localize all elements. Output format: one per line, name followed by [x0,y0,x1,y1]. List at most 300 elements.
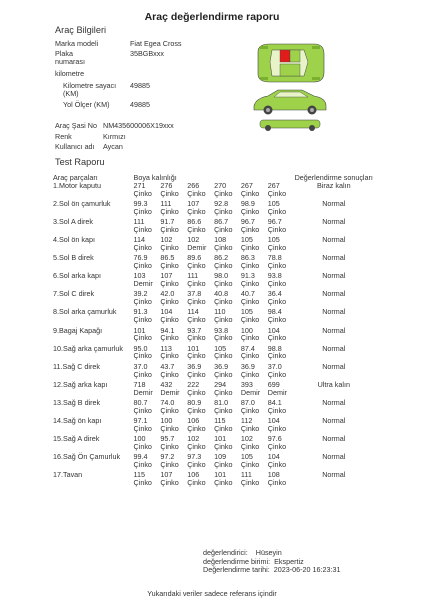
reading-material: Çinko [160,279,179,289]
reading-material: Çinko [214,188,233,198]
paint-reading [214,236,241,254]
evaluation-result: Normal [322,271,346,281]
reading-material: Demir [267,387,287,397]
table-row [53,363,373,381]
paint-reading [160,471,187,489]
paint-reading [134,236,161,254]
reading-material: Çinko [187,441,206,451]
reading-material: Çinko [214,333,233,343]
paint-reading [241,182,268,200]
table-row [53,308,373,326]
reading-material: Çinko [187,206,206,216]
paint-reading [134,363,161,381]
reading-value: 111 [160,198,172,208]
reading-value: 114 [187,307,199,317]
reading-value: 93.7 [187,325,202,335]
paint-reading [241,327,268,345]
reading-material: Demir [187,242,207,252]
reading-value: 432 [160,379,173,389]
reading-value: 115 [133,470,146,480]
reading-material: Çinko [133,441,152,451]
evaluation-result: Normal [322,325,346,335]
paint-reading [241,218,268,236]
reading-value: 93.8 [267,271,282,281]
reading-value: 114 [133,235,146,245]
reading-material: Çinko [160,224,179,234]
reading-material: Çinko [214,369,233,379]
paint-reading [214,200,241,218]
reading-material: Çinko [240,351,260,361]
info-row-color: Renk Kırmızı [55,132,126,141]
reading-material: Çinko [133,206,152,216]
reading-material: Çinko [187,369,206,379]
reading-material: Çinko [133,369,152,379]
paint-reading [187,345,214,363]
reading-value: 271 [133,180,146,190]
part-name: 11.Sağ C direk [53,361,101,371]
paint-reading [160,200,187,218]
reading-value: 276 [160,180,173,190]
reading-value: 43.7 [160,361,175,371]
paint-reading [134,327,161,345]
paint-reading [187,290,214,308]
paint-reading [268,435,295,453]
paint-reading [214,327,241,345]
reading-material: Demir [240,387,261,397]
reading-value: 108 [214,235,227,245]
reading-material: Çinko [133,351,152,361]
paint-reading [241,435,268,453]
evaluation-result: Normal [322,235,346,245]
reading-value: 266 [187,180,200,190]
part-name: 17.Tavan [53,470,83,480]
paint-reading [268,471,295,489]
reading-material: Çinko [214,478,233,488]
reading-value: 97.1 [133,416,148,426]
reading-value: 101 [187,343,200,353]
paint-reading [187,236,214,254]
reading-material: Çinko [267,315,287,325]
reading-material: Çinko [240,260,260,270]
paint-reading [214,417,241,435]
paint-reading [214,182,241,200]
reading-material: Çinko [160,188,179,198]
paint-reading [134,182,161,200]
reading-value: 40.7 [240,289,255,299]
evaluation-result: Normal [322,452,346,462]
paint-reading [134,381,161,399]
reading-material: Çinko [214,206,233,216]
paint-reading [241,363,268,381]
reading-value: 105 [240,307,253,317]
paint-reading [268,399,295,417]
reading-material: Çinko [214,441,233,451]
paint-reading [187,218,214,236]
paint-reading [134,471,161,489]
evaluation-result: Normal [322,198,346,208]
reading-material: Çinko [214,315,233,325]
reading-material: Çinko [187,297,206,307]
evaluation-result: Biraz kalın [317,180,351,190]
reading-material: Çinko [214,260,233,270]
part-name: 10.Sağ arka çamurluk [53,343,123,353]
reading-value: 112 [240,416,253,426]
reading-material: Çinko [187,387,206,397]
info-row-model: Marka modeli Fiat Egea Cross [55,39,182,48]
reading-value: 91.7 [160,216,175,226]
reading-value: 104 [160,307,173,317]
reading-value: 104 [267,416,280,426]
paint-reading [187,417,214,435]
reading-material: Çinko [187,333,206,343]
reading-value: 102 [187,235,200,245]
reading-value: 98.0 [214,271,229,281]
reading-material: Çinko [240,188,260,198]
reading-value: 91.3 [133,307,148,317]
paint-reading [214,272,241,290]
reading-material: Demir [133,387,153,397]
car-side-view [254,90,326,115]
reading-material: Çinko [240,279,260,289]
part-name: 3.Sol A direk [53,216,93,226]
paint-reading [134,308,161,326]
reading-value: 109 [214,452,227,462]
paint-reading [187,182,214,200]
reading-material: Demir [160,387,180,397]
reading-material: Çinko [187,351,206,361]
reading-material: Çinko [160,369,179,379]
paint-reading [214,254,241,272]
reading-material: Çinko [267,279,287,289]
paint-reading [241,471,268,489]
paint-reading [134,200,161,218]
paint-reading [214,290,241,308]
part-name: 9.Bagaj Kapağı [53,325,103,335]
paint-reading [160,417,187,435]
paint-reading [268,200,295,218]
reading-value: 113 [160,343,172,353]
paint-reading [134,435,161,453]
reading-material: Çinko [160,260,179,270]
reading-material: Çinko [187,460,206,469]
paint-reading [187,399,214,417]
paint-reading [160,435,187,453]
reading-material: Çinko [133,460,152,469]
table-row [53,272,373,290]
paint-reading [268,272,295,290]
paint-reading [241,290,268,308]
reading-material: Çinko [240,405,260,415]
reading-material: Çinko [133,315,152,325]
reading-value: 36.9 [214,361,229,371]
paint-reading [134,218,161,236]
reading-material: Çinko [187,478,206,488]
reading-value: 99.3 [133,198,148,208]
reading-material: Çinko [214,279,233,289]
reading-material: Çinko [133,242,152,252]
col-header-result: Değerlendirme sonuçları [294,173,373,182]
paint-reading [187,254,214,272]
reading-material: Çinko [240,315,260,325]
reading-material: Çinko [187,423,206,433]
reading-material: Çinko [160,478,179,488]
reading-value: 105 [267,198,280,208]
reading-value: 76.9 [133,253,148,263]
evaluation-result: Normal [322,397,346,407]
info-row-tripmeter: Yol Ölçer (KM) 49885 [63,100,150,109]
reading-value: 98.9 [240,198,255,208]
evaluator-footer [203,549,340,575]
reading-material: Çinko [267,297,287,307]
reading-value: 93.8 [214,325,229,335]
part-name: 8.Sol arka çamurluk [53,307,117,317]
paint-reading [214,218,241,236]
reading-material: Çinko [160,405,179,415]
reading-material: Çinko [240,460,260,469]
reading-value: 105 [240,235,253,245]
paint-reading [241,381,268,399]
part-name: 14.Sağ ön kapı [53,416,102,426]
reading-value: 267 [267,180,280,190]
reading-material: Çinko [214,405,233,415]
reading-value: 95.7 [160,434,175,444]
reading-material: Çinko [160,351,179,361]
evaluation-result: Normal [322,470,346,480]
reading-material: Çinko [187,279,206,289]
reading-material: Çinko [160,441,179,451]
reading-value: 80.9 [187,397,202,407]
reading-value: 107 [187,198,200,208]
paint-reading [160,218,187,236]
paint-reading [134,254,161,272]
part-name: 15.Sağ A direk [53,434,100,444]
reading-value: 110 [214,307,226,317]
footer-date: Değerlendirme tarihi: 2023-06-20 16:23:31 [203,565,341,575]
paint-reading [187,453,214,471]
reading-value: 100 [240,325,253,335]
reading-value: 106 [187,416,200,426]
reading-value: 86.5 [160,253,175,263]
info-row-km-heading: kilometre [55,69,85,78]
reading-value: 92.8 [214,198,229,208]
evaluation-result: Normal [322,289,346,299]
info-row-plate: Plaka numarası 35BGBxxx [55,49,164,66]
reading-material: Çinko [133,297,152,307]
reading-value: 97.6 [267,434,282,444]
table-row [53,381,373,399]
table-row [53,182,373,200]
evaluation-result: Normal [322,253,346,263]
evaluation-result: Normal [322,343,346,353]
reading-material: Çinko [240,333,260,343]
part-name: 12.Sağ arka kapı [53,379,108,389]
reading-value: 97.3 [187,452,202,462]
reading-value: 96.7 [240,216,255,226]
reading-value: 105 [214,343,227,353]
reading-value: 106 [187,470,200,480]
info-row-odometer: Kilometre sayacı (KM) 49885 [63,81,150,98]
reading-value: 101 [133,325,146,335]
paint-reading [268,308,295,326]
paint-reading [160,381,187,399]
reading-material: Çinko [160,333,179,343]
paint-reading [214,363,241,381]
reading-value: 104 [267,452,280,462]
table-row [53,399,373,417]
paint-reading [160,290,187,308]
paint-reading [268,182,295,200]
paint-reading [268,327,295,345]
paint-reading [214,399,241,417]
part-name: 7.Sol C direk [53,289,95,299]
paint-thickness-table [53,174,373,489]
paint-reading [268,345,295,363]
table-row [53,290,373,308]
paint-reading [187,272,214,290]
reading-value: 105 [240,452,253,462]
reading-material: Çinko [160,423,179,433]
reading-value: 36.9 [240,361,255,371]
paint-reading [187,363,214,381]
reading-value: 40.8 [214,289,229,299]
paint-reading [268,218,295,236]
reading-material: Çinko [214,423,233,433]
evaluation-result: Normal [322,216,346,226]
reading-material: Çinko [240,478,260,488]
paint-reading [134,290,161,308]
car-bottom-view [260,120,320,131]
reading-material: Çinko [187,405,206,415]
reading-material: Çinko [240,242,260,252]
reading-value: 108 [267,470,280,480]
reading-value: 37.0 [267,361,282,371]
reading-material: Çinko [267,188,287,198]
col-header-paint: Boya kalınlığı [133,173,177,182]
paint-reading [214,453,241,471]
paint-reading [160,345,187,363]
reading-value: 100 [133,434,146,444]
paint-reading [187,381,214,399]
table-row [53,236,373,254]
reading-value: 111 [133,216,145,226]
reading-value: 270 [214,180,227,190]
paint-reading [241,254,268,272]
reading-material: Çinko [187,224,206,234]
reading-material: Çinko [160,242,179,252]
reading-material: Çinko [240,369,260,379]
part-name: 4.Sol ön kapı [53,235,95,245]
paint-reading [241,453,268,471]
table-row [53,200,373,218]
reading-material: Çinko [267,405,287,415]
reading-material: Çinko [214,351,233,361]
reading-value: 78.8 [267,253,282,263]
reading-material: Çinko [187,315,206,325]
reading-material: Çinko [160,297,179,307]
reading-material: Çinko [187,260,206,270]
reading-value: 81.0 [214,397,229,407]
reading-material: Çinko [267,460,287,469]
paint-reading [160,236,187,254]
paint-reading [214,435,241,453]
paint-reading [241,272,268,290]
reading-material: Çinko [214,242,233,252]
reading-value: 86.6 [187,216,202,226]
table-row [53,471,373,489]
paint-reading [268,236,295,254]
reading-value: 102 [160,235,173,245]
reading-value: 111 [240,470,252,480]
part-name: 16.Sağ Ön Çamurluk [53,452,121,462]
reading-value: 86.3 [240,253,255,263]
reading-material: Çinko [267,260,287,270]
paint-reading [187,435,214,453]
col-header-part: Araç parçaları [53,173,98,182]
reading-value: 91.3 [240,271,255,281]
paint-reading [241,308,268,326]
reading-value: 99.4 [133,452,148,462]
part-name: 2.Sol ön çamurluk [53,198,111,208]
reading-material: Çinko [160,206,179,216]
reading-value: 100 [160,416,173,426]
paint-reading [214,308,241,326]
reading-value: 98.8 [267,343,282,353]
evaluation-result: Normal [322,307,346,317]
paint-reading [214,345,241,363]
paint-reading [160,182,187,200]
part-name: 6.Sol arka kapı [53,271,101,281]
reading-value: 115 [214,416,226,426]
reading-value: 102 [187,434,200,444]
table-row [53,453,373,471]
part-name: 1.Motor kaputu [53,180,101,190]
paint-reading [134,453,161,471]
paint-reading [160,327,187,345]
reading-material: Çinko [267,242,287,252]
paint-reading [241,236,268,254]
reading-value: 94.1 [160,325,175,335]
paint-reading [187,327,214,345]
reading-value: 87.4 [240,343,255,353]
reading-value: 80.7 [133,397,148,407]
paint-reading [214,381,241,399]
reading-material: Çinko [214,224,233,234]
reading-material: Çinko [267,351,287,361]
evaluation-result: Normal [322,416,346,426]
disclaimer-text: Yukarıdaki veriler sadece referans içindir [147,589,277,598]
reading-value: 37.8 [187,289,202,299]
table-row [53,417,373,435]
reading-value: 105 [267,235,280,245]
reading-value: 74.0 [160,397,175,407]
reading-material: Çinko [240,224,260,234]
reading-material: Çinko [133,423,152,433]
report-title: Araç değerlendirme raporu [144,11,280,23]
reading-material: Çinko [267,478,287,488]
part-name: 5.Sol B direk [53,253,94,263]
reading-value: 97.2 [160,452,175,462]
reading-value: 39.2 [133,289,148,299]
reading-value: 111 [187,271,199,281]
reading-material: Çinko [133,333,152,343]
reading-material: Demir [133,279,153,289]
reading-value: 393 [240,379,253,389]
reading-value: 36.9 [187,361,202,371]
reading-value: 86.2 [214,253,229,263]
reading-value: 84.1 [267,397,282,407]
paint-reading [268,290,295,308]
table-row [53,345,373,363]
